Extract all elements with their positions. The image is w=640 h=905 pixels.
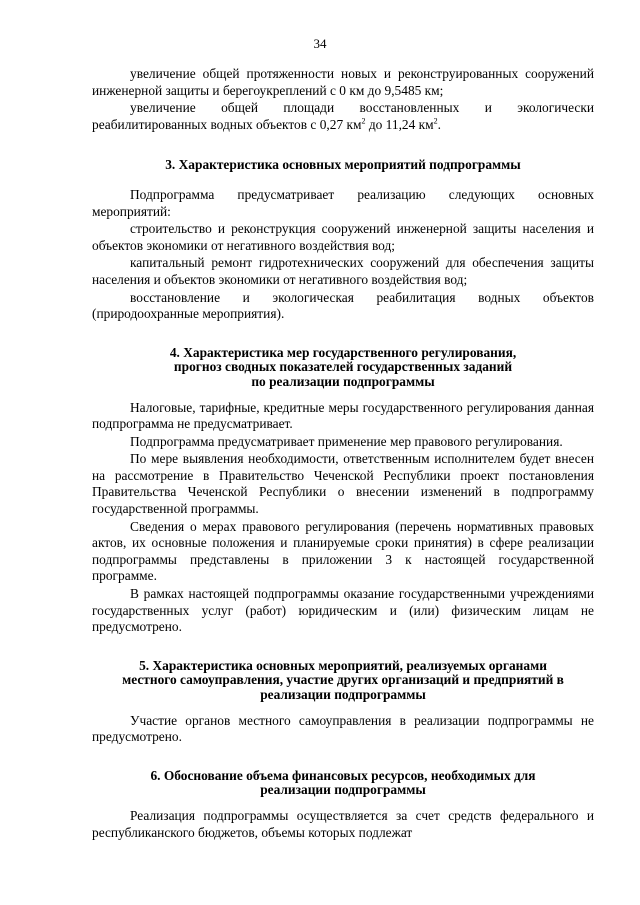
section-5-heading: 5. Характеристика основных мероприятий, реализуемых органами местного самоуправления, участие других организаций и предприятий в реализации подпрограммы	[122, 657, 564, 702]
section-6-heading: 6. Обоснование объема финансовых ресурсов, необходимых для реализации подпрограммы	[150, 767, 536, 798]
section-4-paragraph: Подпрограмма предусматривает применение мер правового регулирования.	[130, 433, 563, 449]
intro-paragraph-1: увеличение общей протяженности новых и реконструированных сооружений инженерной защиты и берегоукреплений с 0 км до 9,5485 км;	[92, 66, 594, 98]
section-6-paragraph: Реализация подпрограммы осуществляется за счет средств федерального и республиканского бюджетов, объемы которых подлежат	[92, 807, 594, 840]
section-3-paragraph: восстановление и экологическая реабилитация водных объектов (природоохранные мероприятия).	[92, 289, 594, 322]
section-3-heading: 3. Характеристика основных мероприятий подпрограммы	[165, 157, 521, 173]
page-number: 34	[313, 36, 327, 51]
page-content	[92, 66, 594, 842]
section-3-paragraph: капитальный ремонт гидротехнических сооружений для обеспечения защиты населения и объектов экономики от негативного воздействия вод;	[92, 255, 594, 287]
section-3-paragraph: Подпрограмма предусматривает реализацию следующих основных мероприятий:	[92, 186, 594, 219]
section-4-paragraph: Сведения о мерах правового регулирования (перечень нормативных правовых актов, их основные положения и планируемые сроки принятия) в сфере реализации подпрограммы представлены в приложении 3 к настоящей государственной программе.	[92, 518, 594, 584]
section-3-paragraph: строительство и реконструкция сооружений инженерной защиты населения и объектов экономики от негативного воздействия вод;	[92, 221, 594, 253]
section-4-paragraph: Налоговые, тарифные, кредитные меры государственного регулирования данная подпрограмма не предусматривает.	[92, 399, 594, 432]
intro-paragraph-2: увеличение общей площади восстановленных и экологически реабилитированных водных объектов с 0,27 $км^2$ до 11,24 $км^2$.	[92, 100, 594, 132]
section-4-paragraph: В рамках настоящей подпрограммы оказание государственными учреждениями государственных услуг (работ) юридическим и (или) физическим лицам не предусмотрено.	[92, 586, 594, 635]
section-5-paragraph: Участие органов местного самоуправления в реализации подпрограммы не предусмотрено.	[92, 712, 594, 745]
section-4-heading: 4. Характеристика мер государственного регулирования, прогноз сводных показателей государственных заданий по реализации подпрограммы	[169, 344, 517, 389]
section-4-paragraph: По мере выявления необходимости, ответственным исполнителем будет внесен на рассмотрение в Правительство Чеченской Республики проект постановления Правительства Чеченской Республики о внесении изменений в подпрограмму государственной программы.	[92, 451, 594, 517]
